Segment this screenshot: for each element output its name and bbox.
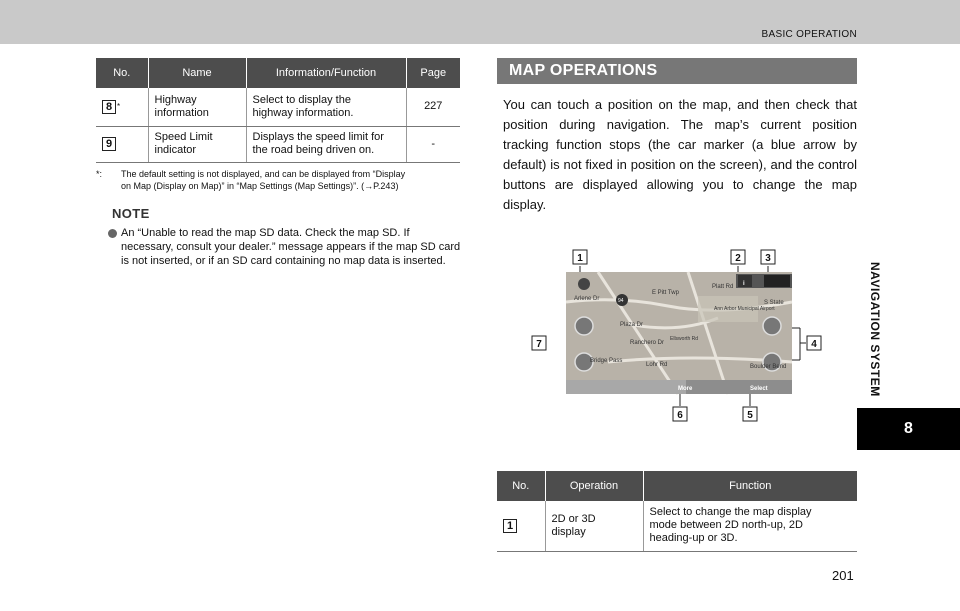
info-icon[interactable]: i [743, 281, 745, 287]
table-row [96, 126, 460, 162]
bullet-icon [108, 229, 117, 238]
map-road-label: Ellsworth Rd [670, 336, 699, 342]
map-road-label: Arlene Dr [574, 296, 600, 302]
row-number: 1 [497, 501, 545, 551]
map-road-label: E Pitt Twp [652, 290, 679, 296]
callout-3: 3 [765, 253, 771, 264]
row-number: 8 * [96, 88, 148, 126]
info-table [96, 58, 460, 163]
col-page-header: Page [406, 58, 460, 88]
highway-shield: 94 [618, 298, 624, 304]
col-info-header: Information/Function [246, 58, 406, 88]
map-road-label: Lohr Rd [646, 362, 668, 368]
map-road-label: Platt Rd [712, 284, 734, 290]
operation-table [497, 471, 857, 552]
map-road-label: S State [764, 300, 784, 306]
map-screen-illustration [528, 244, 832, 428]
chapter-number-tab: 8 [857, 408, 960, 450]
page-number: 201 [832, 568, 854, 583]
row-info: Displays the speed limit for the road being driven on. [246, 126, 406, 162]
chapter-title: NAVIGATION SYSTEM [868, 262, 882, 397]
callout-7: 7 [536, 339, 542, 350]
callout-1: 1 [577, 253, 583, 264]
map-road-label: Ranchero Dr [630, 340, 665, 346]
row-name: Highway information [148, 88, 246, 126]
map-road-label: Boulder Bend [750, 364, 787, 370]
more-button[interactable]: More [678, 386, 693, 392]
callout-5: 5 [747, 410, 753, 421]
row-info: Select to display the highway information. [246, 88, 406, 126]
row-function: Select to change the map display mode between 2D north-up, 2D heading-up or 3D. [643, 501, 857, 551]
callout-2: 2 [735, 253, 741, 264]
note-title: NOTE [112, 206, 150, 221]
note-body: An “Unable to read the map SD data. Check the map SD. If necessary, consult your dealer.” message appears if the map SD card is not inserted, or if an SD card containing no map data is inserted. [108, 226, 462, 268]
col-operation-header: Operation [545, 471, 643, 501]
select-button[interactable]: Select [750, 386, 768, 392]
section-title: MAP OPERATIONS [497, 58, 857, 84]
intro-paragraph: You can touch a position on the map, and then check that position during navigation. The map’s current position tracking function stops (the car marker (a blue arrow by default) is not fixed in position on the screen), and the control buttons are displayed allowing you to change the map display. [503, 97, 857, 212]
table-row [96, 88, 460, 126]
table-row [497, 501, 857, 551]
col-name-header: Name [148, 58, 246, 88]
row-page: 227 [406, 88, 460, 126]
row-name: Speed Limit indicator [148, 126, 246, 162]
col-no-header: No. [96, 58, 148, 88]
row-operation: 2D or 3D display [545, 501, 643, 551]
map-road-label: Plaza Dr [620, 322, 644, 328]
row-number: 9 [96, 126, 148, 162]
map-road-label: Bridge Pass [590, 358, 623, 364]
section-label: BASIC OPERATION [761, 29, 857, 40]
callout-4: 4 [811, 339, 817, 350]
map-area-label: Ann Arbor Municipal Airport [714, 306, 775, 312]
callout-6: 6 [677, 410, 683, 421]
row-page: - [406, 126, 460, 162]
footnote: *: The default setting is not displayed, and can be displayed from “Display on Map (Display on Map)” in “Map Settings (Map Settings)”. (→P.243) [96, 169, 406, 191]
col-function-header: Function [643, 471, 857, 501]
col-no-header: No. [497, 471, 545, 501]
